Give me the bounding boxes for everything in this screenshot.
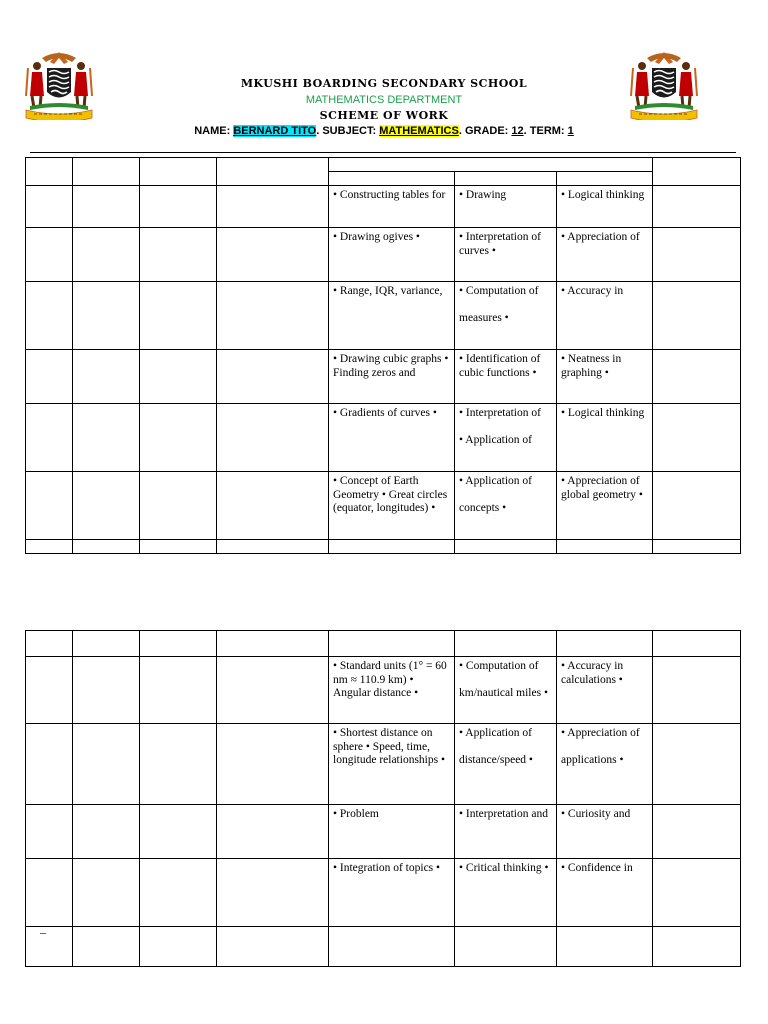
- empty-cell: [653, 472, 741, 540]
- empty-cell: [140, 540, 217, 554]
- empty-cell: [217, 350, 329, 404]
- content-cell: • Range, IQR, variance,: [329, 282, 455, 350]
- teacher-info-line: [0, 125, 768, 137]
- empty-cell: [653, 859, 741, 927]
- header-cell: [329, 158, 653, 172]
- values-cell: • Appreciation of applications •: [557, 724, 653, 805]
- empty-cell: [455, 540, 557, 554]
- empty-cell: [73, 282, 140, 350]
- content-cell: • Integration of topics •: [329, 859, 455, 927]
- empty-cell: [73, 657, 140, 724]
- table-row: [26, 540, 741, 554]
- empty-cell: [73, 724, 140, 805]
- header-cell: [73, 631, 140, 657]
- empty-cell: [26, 350, 73, 404]
- empty-cell: [653, 657, 741, 724]
- empty-cell: [217, 657, 329, 724]
- empty-cell: [26, 657, 73, 724]
- header-cell: [140, 158, 217, 186]
- subject-value: MATHEMATICS: [379, 125, 459, 137]
- values-cell: • Confidence in: [557, 859, 653, 927]
- skills-cell: • Drawing: [455, 186, 557, 228]
- empty-cell: [140, 404, 217, 472]
- empty-cell: [140, 724, 217, 805]
- empty-cell: [140, 186, 217, 228]
- empty-cell: [653, 186, 741, 228]
- content-cell: • Constructing tables for: [329, 186, 455, 228]
- empty-cell: [557, 927, 653, 967]
- empty-cell: [73, 927, 140, 967]
- empty-cell: [653, 350, 741, 404]
- empty-cell: [557, 540, 653, 554]
- empty-cell: [217, 540, 329, 554]
- header-cell: [26, 158, 73, 186]
- header-cell: [653, 631, 741, 657]
- content-cell: • Concept of Earth Geometry • Great circles (equator, longitudes) •: [329, 472, 455, 540]
- empty-cell: [217, 859, 329, 927]
- empty-cell: [73, 472, 140, 540]
- header-cell: [73, 158, 140, 186]
- table-row: [26, 805, 741, 859]
- skills-cell: • Computation of measures •: [455, 282, 557, 350]
- empty-cell: [140, 805, 217, 859]
- header-cell: [455, 172, 557, 186]
- empty-cell: [73, 540, 140, 554]
- header-divider: [30, 152, 736, 153]
- skills-cell: • Interpretation of • Application of: [455, 404, 557, 472]
- content-cell: • Standard units (1° = 60 nm ≈ 110.9 km) • Angular distance •: [329, 657, 455, 724]
- empty-cell: [217, 927, 329, 967]
- empty-cell: [653, 540, 741, 554]
- empty-cell: [26, 228, 73, 282]
- term-label: . TERM:: [523, 125, 568, 137]
- values-cell: • Logical thinking: [557, 186, 653, 228]
- empty-cell: [653, 724, 741, 805]
- empty-cell: [26, 404, 73, 472]
- skills-cell: • Computation of km/nautical miles •: [455, 657, 557, 724]
- table-row: [26, 472, 741, 540]
- empty-cell: [73, 186, 140, 228]
- header-cell: [557, 631, 653, 657]
- empty-cell: [140, 472, 217, 540]
- values-cell: • Appreciation of global geometry •: [557, 472, 653, 540]
- empty-cell: [329, 927, 455, 967]
- empty-cell: [217, 228, 329, 282]
- header-cell: [329, 631, 455, 657]
- empty-cell: [73, 805, 140, 859]
- table-row: [26, 724, 741, 805]
- table-row: [26, 859, 741, 927]
- term-value: 1: [567, 125, 574, 137]
- empty-cell: [217, 724, 329, 805]
- scheme-table-2: [25, 630, 741, 967]
- values-cell: • Curiosity and: [557, 805, 653, 859]
- header-cell: [653, 158, 741, 186]
- content-cell: • Drawing ogives •: [329, 228, 455, 282]
- values-cell: • Accuracy in: [557, 282, 653, 350]
- empty-cell: [653, 282, 741, 350]
- empty-cell: [26, 282, 73, 350]
- subject-label: . SUBJECT:: [316, 125, 380, 137]
- empty-cell: [217, 186, 329, 228]
- empty-cell: [217, 404, 329, 472]
- empty-cell: [455, 927, 557, 967]
- empty-cell: [653, 805, 741, 859]
- empty-cell: [73, 859, 140, 927]
- header-cell: [217, 158, 329, 186]
- values-cell: • Appreciation of: [557, 228, 653, 282]
- document-title: SCHEME OF WORK: [319, 109, 449, 122]
- table-row: [26, 228, 741, 282]
- skills-cell: • Critical thinking •: [455, 859, 557, 927]
- header-cell: [217, 631, 329, 657]
- empty-cell: [26, 805, 73, 859]
- header-cell: [329, 172, 455, 186]
- empty-cell: [329, 540, 455, 554]
- grade-value: 12: [511, 125, 524, 137]
- empty-cell: [140, 859, 217, 927]
- content-cell: • Problem: [329, 805, 455, 859]
- table-row: [26, 350, 741, 404]
- table-row: [26, 927, 741, 967]
- skills-cell: • Application of distance/speed •: [455, 724, 557, 805]
- empty-cell: [26, 724, 73, 805]
- skills-cell: • Interpretation and: [455, 805, 557, 859]
- values-cell: • Accuracy in calculations •: [557, 657, 653, 724]
- school-name: MKUSHI BOARDING SECONDARY SCHOOL: [240, 77, 528, 90]
- content-cell: • Shortest distance on sphere • Speed, time, longitude relationships •: [329, 724, 455, 805]
- table-row: [26, 404, 741, 472]
- skills-cell: • Interpretation of curves •: [455, 228, 557, 282]
- name-label: NAME:: [194, 125, 234, 137]
- empty-cell: [140, 282, 217, 350]
- table-header-row: [26, 631, 741, 657]
- empty-cell: [26, 540, 73, 554]
- empty-cell: [26, 927, 73, 967]
- table-row: [26, 186, 741, 228]
- scheme-table-1: [25, 157, 741, 554]
- teacher-name: BERNARD TITO: [233, 125, 317, 137]
- content-cell: • Drawing cubic graphs • Finding zeros and: [329, 350, 455, 404]
- empty-cell: [653, 927, 741, 967]
- empty-cell: [653, 404, 741, 472]
- empty-cell: [217, 805, 329, 859]
- empty-cell: [217, 282, 329, 350]
- values-cell: • Neatness in graphing •: [557, 350, 653, 404]
- empty-cell: [73, 350, 140, 404]
- table-row: [26, 657, 741, 724]
- values-cell: • Logical thinking: [557, 404, 653, 472]
- skills-cell: • Application of concepts •: [455, 472, 557, 540]
- grade-label: . GRADE:: [458, 125, 512, 137]
- empty-cell: [217, 472, 329, 540]
- empty-cell: [653, 228, 741, 282]
- empty-cell: [73, 228, 140, 282]
- skills-cell: • Identification of cubic functions •: [455, 350, 557, 404]
- empty-cell: [26, 859, 73, 927]
- header-cell: [557, 172, 653, 186]
- empty-cell: [140, 657, 217, 724]
- margin-mark: –: [40, 925, 46, 939]
- header-cell: [455, 631, 557, 657]
- empty-cell: [140, 350, 217, 404]
- department-name: MATHEMATICS DEPARTMENT: [305, 94, 463, 106]
- empty-cell: [140, 927, 217, 967]
- empty-cell: [73, 404, 140, 472]
- empty-cell: [140, 228, 217, 282]
- header-cell: [26, 631, 73, 657]
- empty-cell: [26, 472, 73, 540]
- content-cell: • Gradients of curves •: [329, 404, 455, 472]
- table-header-row: [26, 158, 741, 172]
- header-cell: [140, 631, 217, 657]
- empty-cell: [26, 186, 73, 228]
- table-row: [26, 282, 741, 350]
